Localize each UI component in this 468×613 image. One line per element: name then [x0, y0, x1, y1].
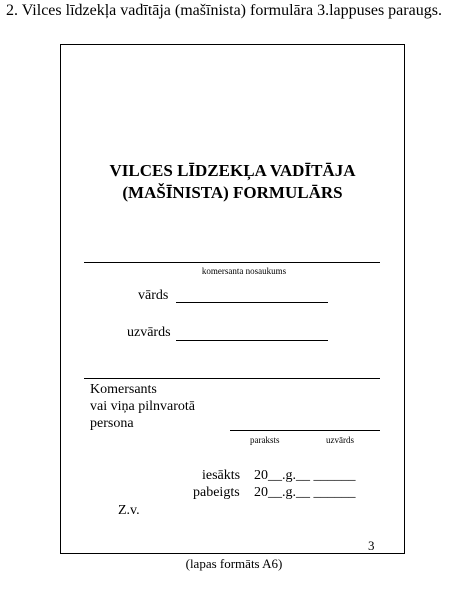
- section-divider-line: [84, 378, 380, 379]
- authorized-person-block: [90, 381, 195, 432]
- finished-label: pabeigts: [193, 485, 240, 500]
- company-name-line: [84, 262, 380, 263]
- started-label: iesākts: [202, 468, 241, 483]
- document-heading: 2. Vilces līdzekļa vadītāja (mašīnista) formulāra 3.lappuses paraugs.: [6, 2, 442, 19]
- surname-caption: uzvārds: [326, 435, 354, 445]
- page-format-note: (lapas formāts A6): [185, 556, 283, 571]
- started-date-value: 20__.g.__ ______: [254, 468, 356, 483]
- form-title-line-2: (MAŠĪNISTA) FORMULĀRS: [122, 183, 343, 202]
- finished-date-value: 20__.g.__ ______: [254, 485, 356, 500]
- authorized-line-2: vai viņa pilnvarotā: [90, 399, 195, 414]
- form-title-line-1: VILCES LĪDZEKĻA VADĪTĀJA: [109, 161, 356, 180]
- stamp-label: Z.v.: [118, 503, 140, 518]
- last-name-label: uzvārds: [127, 325, 171, 340]
- signature-line: [230, 430, 380, 431]
- last-name-line: [176, 340, 328, 341]
- authorized-line-3: persona: [90, 416, 134, 431]
- signature-caption: paraksts: [250, 435, 280, 445]
- authorized-line-1: Komersants: [90, 382, 157, 397]
- first-name-line: [176, 302, 328, 303]
- page-number: 3: [368, 538, 375, 553]
- form-title: [60, 160, 405, 204]
- company-name-caption: komersanta nosaukums: [201, 266, 287, 276]
- first-name-label: vārds: [138, 288, 169, 303]
